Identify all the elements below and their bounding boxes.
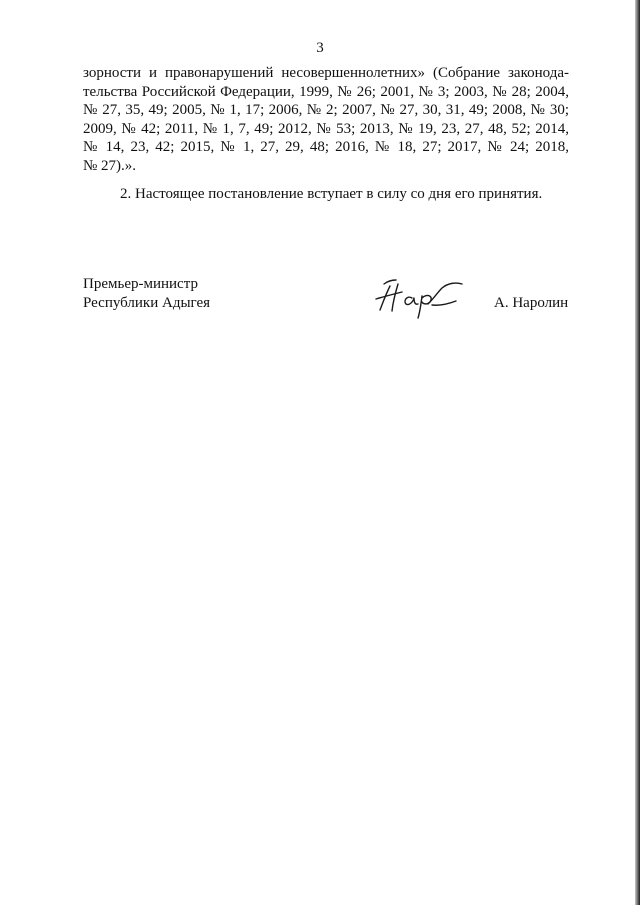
- paragraph-line: № 27).».: [83, 157, 137, 174]
- paragraph-line: № 27, 35, 49; 2005, № 1, 17; 2006, № 2; 2007, № 27, 30, 31, 49; 2008, № 30;: [83, 102, 569, 119]
- enactment-paragraph: 2. Настоящее постановление вступает в силу со дня его принятия.: [120, 186, 543, 202]
- signer-title-line-2: Республики Адыгея: [83, 295, 211, 311]
- continued-paragraph: [83, 64, 569, 176]
- signer-name: А. Наролин: [494, 295, 569, 311]
- paragraph-line: № 14, 23, 42; 2015, № 1, 27, 29, 48; 2016, № 18, 27; 2017, № 24; 2018,: [83, 139, 569, 156]
- signer-title-line-1: Премьер-министр: [83, 276, 198, 292]
- scan-edge-shadow: [635, 0, 640, 905]
- handwritten-signature: [372, 274, 472, 320]
- paragraph-line: 2009, № 42; 2011, № 1, 7, 49; 2012, № 53; 2013, № 19, 23, 27, 48, 52; 2014,: [83, 120, 569, 137]
- signer-title: [83, 275, 210, 313]
- paragraph-line: зорности и правонарушений несовершеннолетних» (Собрание законода-: [83, 65, 569, 81]
- paragraph-line: тельства Российской Федерации, 1999, № 26; 2001, № 3; 2003, № 28; 2004,: [83, 83, 569, 100]
- page-number: 3: [316, 40, 324, 56]
